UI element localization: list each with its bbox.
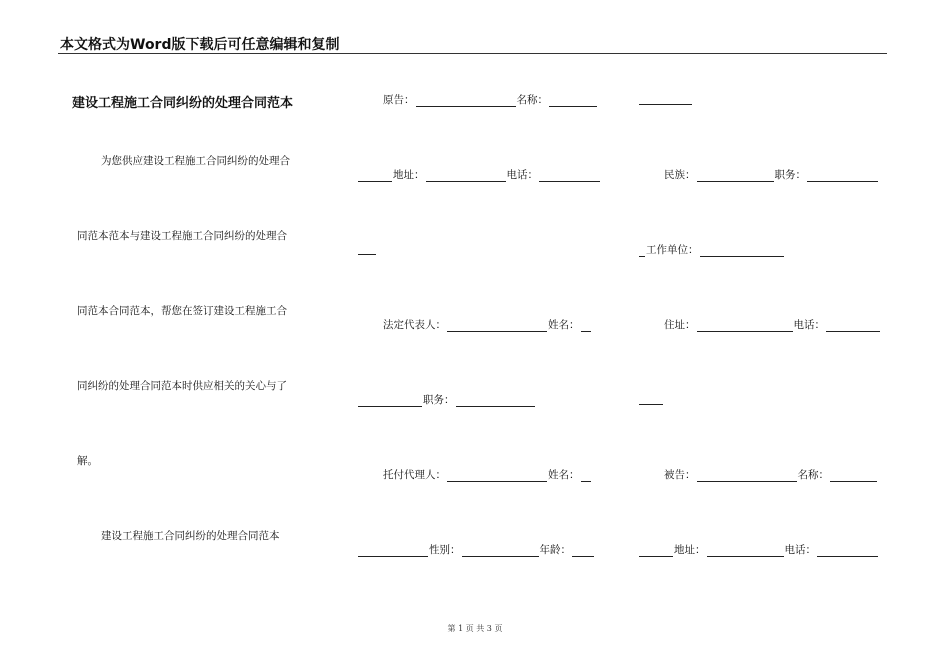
age-blank[interactable] [572,545,594,557]
surname2-blank[interactable] [581,470,591,482]
position-row [358,393,535,407]
plaintiff-row [382,93,597,107]
defendant-name-blank[interactable] [830,470,877,482]
age-label: 年龄： [539,544,571,556]
gender-label: 性别： [429,544,461,556]
workplace-blank[interactable] [700,245,784,257]
name-label: 名称： [516,94,548,106]
name-blank[interactable] [549,95,597,107]
address-lead-blank[interactable] [358,170,392,182]
defendant-row [663,468,877,482]
col3-continuation-row [639,393,663,405]
body-line-4: 同纠纷的处理合同范本时供应相关的关心与了 [77,380,287,392]
body-line-2: 同范本范本与建设工程施工合同纠纷的处理合 [77,230,287,242]
plaintiff-blank[interactable] [416,95,516,107]
surname-blank[interactable] [581,320,591,332]
defendant-phone-blank[interactable] [817,545,878,557]
gender-age-row [358,543,594,557]
defendant-name-label: 名称： [797,469,829,481]
position-label: 职务： [423,394,455,406]
page-number: 第 1 页 共 3 页 [447,624,503,633]
defendant-label: 被告： [664,469,696,481]
page-header: 本文格式为Word版下载后可任意编辑和复制 [60,37,340,53]
col3-continuation-blank[interactable] [639,393,663,405]
address-row [358,168,600,182]
document-title: 建设工程施工合同纠纷的处理合同范本 [72,96,294,111]
legal-rep-blank[interactable] [447,320,547,332]
body-line-1: 为您供应建设工程施工合同纠纷的处理合 [101,155,290,167]
defendant-address-lead-blank[interactable] [639,545,673,557]
position-blank[interactable] [456,395,535,407]
col3-position-blank[interactable] [807,170,878,182]
surname2-label: 姓名： [548,469,580,481]
gender-blank[interactable] [462,545,539,557]
continuation-blank-row [358,243,376,255]
phone-blank[interactable] [539,170,600,182]
address-label: 地址： [393,169,425,181]
ethnicity-label: 民族： [664,169,696,181]
surname-label: 姓名： [548,319,580,331]
col3-lead-blank[interactable] [639,93,692,105]
legal-rep-label: 法定代表人： [383,319,446,331]
defendant-address-label: 地址： [674,544,706,556]
agent-row [382,468,591,482]
defendant-address-row [639,543,878,557]
agent-label: 托付代理人： [383,469,446,481]
ethnicity-row [663,168,878,182]
residence-row [663,318,880,332]
col3-position-label: 职务： [774,169,806,181]
plaintiff-label: 原告： [383,94,415,106]
workplace-row [639,243,784,257]
workplace-label: 工作单位： [646,244,699,256]
residence-blank[interactable] [697,320,793,332]
body-line-6: 建设工程施工合同纠纷的处理合同范本 [101,530,280,542]
col3-phone-label: 电话： [793,319,825,331]
ethnicity-blank[interactable] [697,170,774,182]
gender-lead-blank[interactable] [358,545,428,557]
position-lead-blank[interactable] [358,395,422,407]
phone-label: 电话： [506,169,538,181]
header-rule-thick [58,53,887,54]
body-line-5: 解。 [77,455,98,467]
legal-rep-row [382,318,591,332]
defendant-phone-label: 电话： [784,544,816,556]
col3-lead-blank-row [639,93,692,105]
agent-blank[interactable] [447,470,547,482]
continuation-blank[interactable] [358,243,376,255]
defendant-address-blank[interactable] [707,545,784,557]
defendant-blank[interactable] [697,470,797,482]
address-blank[interactable] [426,170,506,182]
body-line-3: 同范本合同范本，帮您在签订建设工程施工合 [77,305,287,317]
residence-label: 住址： [664,319,696,331]
col3-phone-blank[interactable] [826,320,880,332]
